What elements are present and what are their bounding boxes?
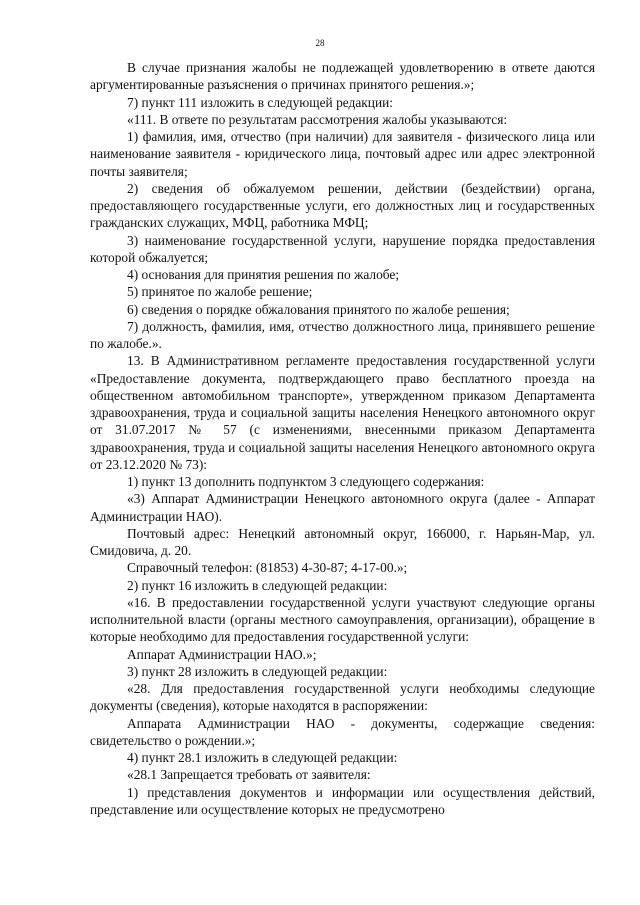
paragraph-phone: Справочный телефон: (81853) 4-30-87; 4-17-00.»; [127,560,408,576]
paragraph-refusal-note: В случае признания жалобы не подлежащей удовлетворению в ответе даются аргументированные разъяснения о причинах принятого решения.»; [90,60,595,93]
document-body [90,59,595,818]
paragraph-section-13-item-1: 1) пункт 13 дополнить подпунктом 3 следующего содержания: [127,474,485,489]
paragraph-point-28: «28. Для предоставления государственной услуги необходимы следующие документы (сведения), которые находятся в распоряжении: [90,681,595,714]
paragraph-point-111-sub-1: 1) фамилия, имя, отчество (при наличии) для заявителя - физического лица или наименование заявителя - юридического лица, почтовый адрес или адрес электронной почты заявителя; [90,129,595,179]
paragraph-section-13-item-3: 3) пункт 28 изложить в следующей редакции: [127,663,388,679]
paragraph-point-28-documents: Аппарата Администрации НАО - документы, содержащие сведения: свидетельство о рождении.»; [90,715,595,748]
paragraph-point-111-sub-7: 7) должность, фамилия, имя, отчество должностного лица, принявшего решение по жалобе.». [90,318,595,351]
paragraph-point-111: «111. В ответе по результатам рассмотрения жалобы указываются: [127,111,508,127]
paragraph-section-13-item-4: 4) пункт 28.1 изложить в следующей редакции: [127,750,398,765]
paragraph-point-16: «16. В предоставлении государственной услуги участвуют следующие органы исполнительной власти (органы местного самоуправления, организации), обращение в которые необходимо для предоставления государственной услуги: [90,594,595,645]
page-number: 28 [315,38,325,48]
paragraph-item-7-point-111: 7) пункт 111 изложить в следующей редакции: [127,94,394,110]
paragraph-apparatus-definition: «3) Аппарат Администрации Ненецкого автономного округа (далее - Аппарат Администрации НАО). [90,491,595,524]
paragraph-point-111-sub-2: 2) сведения об обжалуемом решении, действии (бездействии) органа, предоставляющего государственные услуги, его должностных лиц и государственных гражданских служащих, МФЦ, работника МФЦ; [90,180,595,231]
paragraph-section-13-item-2: 2) пункт 16 изложить в следующей редакции: [127,577,388,593]
paragraph-point-111-sub-6: 6) сведения о порядке обжалования принятого по жалобе решения; [127,301,510,317]
paragraph-point-28-1-sub-1: 1) представления документов и информации или осуществления действий, представление или осуществление которых не предусмотрено [90,784,595,817]
paragraph-section-13: 13. В Административном регламенте предоставления государственной услуги «Предоставление документа, подтверждающего право бесплатного проезда на общественном автомобильном транспорте», утвержденном приказом Департамента здравоохранения, труда и социальной защиты населения Ненецкого автономного округ от 31.07.2017 № 57 (с изменениями, внесенными приказом Департамента здравоохранения, труда и социальной защиты населения Ненецкого автономного округа от 23.12.2020 № 73): [90,353,595,472]
paragraph-point-28-1: «28.1 Запрещается требовать от заявителя: [127,767,371,783]
paragraph-postal-address: Почтовый адрес: Ненецкий автономный округ, 166000, г. Нарьян-Мар, ул. Смидовича, д. 20. [90,525,595,558]
paragraph-point-16-apparatus: Аппарат Администрации НАО.»; [127,646,317,662]
paragraph-point-111-sub-5: 5) принятое по жалобе решение; [127,284,313,300]
paragraph-point-111-sub-4: 4) основания для принятия решения по жалобе; [127,267,400,282]
paragraph-point-111-sub-3: 3) наименование государственной услуги, нарушение порядка предоставления которой обжалуется; [90,232,595,265]
